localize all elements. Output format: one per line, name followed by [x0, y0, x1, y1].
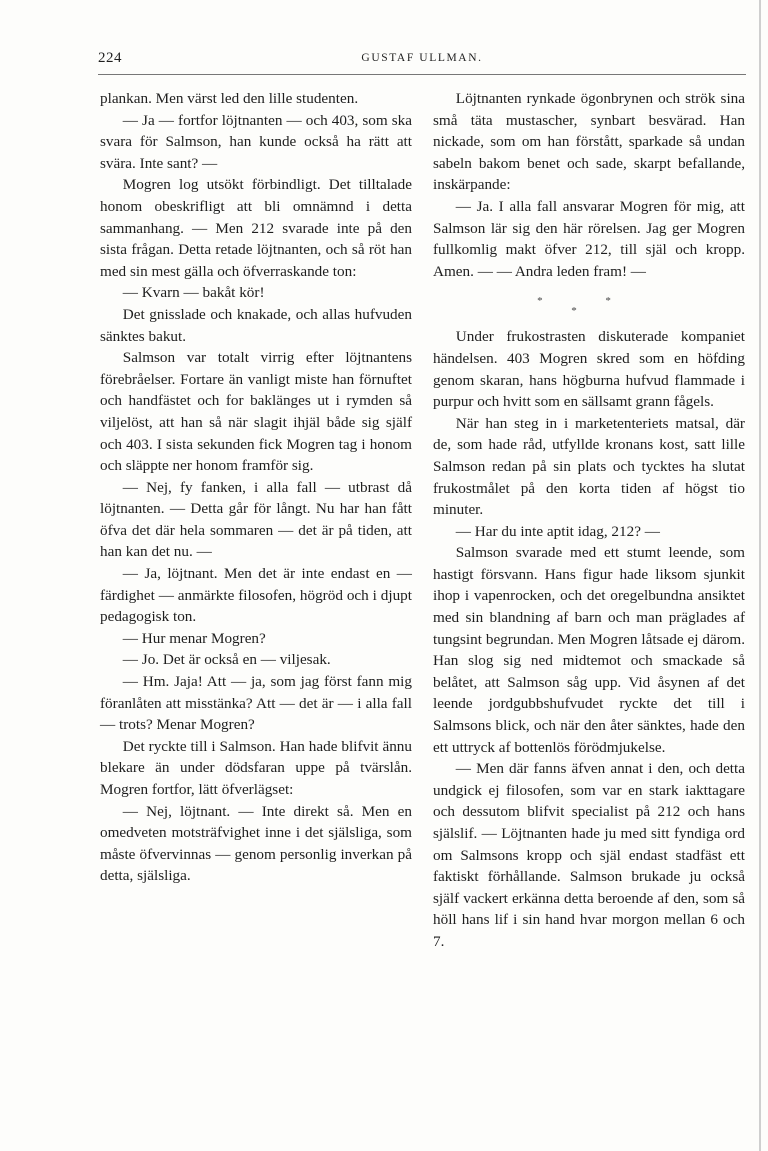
paragraph: — Ja. I alla fall ansvarar Mogren för mig, att Salmson lär sig den här rörelsen. Jag ger Mogren fullkomlig makt öfver 212, till själ och kropp. Amen. — — Andra leden fram! —	[433, 197, 745, 280]
paragraph: Salmson svarade med ett stumt leende, som hastigt försvann. Hans figur hade liksom sjunkit ihop i vapenrocken, och det oregelbundna ansiktet med sin blandning af barn och man präglades af tungsint begrundan. Men Mogren låtsade ej därom. Han slog sig ned midtemot och smackade så belåtet, att Salmson såg upp. Vid åsynen af det leende jordgubbshufvudet ryckte det till i Salmsons blick, och när den åter sänktes, hade den ett uttryck af bottenlös förödmjukelse.	[433, 544, 745, 756]
paragraph: — Hm. Jaja! Att — ja, som jag först fann mig föranlåten att misstänka? Att — det är — i alla fall — trots? Menar Mogren?	[100, 673, 412, 734]
paragraph: plankan. Men värst led den lille studenten.	[100, 90, 359, 107]
paragraph: — Ja, löjtnant. Men det är inte endast en — färdighet — anmärkte filosofen, högröd och i djupt pedagogisk ton.	[100, 565, 412, 626]
right-column	[433, 88, 745, 953]
paragraph: — Nej, fy fanken, i alla fall — utbrast då löjtnanten. — Detta går för långt. Nu har han fått öfva det där hela sommaren — det är på tiden, att han kan det nu. —	[100, 478, 412, 561]
section-break-asterism	[433, 296, 745, 316]
paragraph: — Nej, löjtnant. — Inte direkt så. Men en omedveten motsträfvighet inne i det själsliga, som måste öfvervinnas — genom personlig inverkan på detta, själsliga.	[100, 802, 412, 885]
paragraph: När han steg in i marketenteriets matsal, där de, som hade råd, utfyllde kronans kost, satt lille Salmson redan på sin plats och tycktes ha slutat frukostmålet på den korta tiden af högst tio minuter.	[433, 414, 745, 519]
paragraph: — Jo. Det är också en — viljesak.	[122, 651, 331, 669]
paragraph: Löjtnanten rynkade ögonbrynen och strök sina små täta mustascher, synbart besvärad. Han nickade, som om han förstått, sparkade så undan sabeln bakom benet och sade, skarpt befallande, inskärpande:	[433, 90, 745, 194]
running-title: GUSTAF ULLMAN.	[361, 52, 483, 64]
paragraph: Mogren log utsökt förbindligt. Det tilltalade honom obeskrifligt att bli omnämnd i detta sammanhang. — Men 212 svarade inte på den sista frågan. Detta retade löjtnanten, och så röt han med sin mest gälla och öfverraskande ton:	[100, 176, 412, 280]
page-edge	[759, 0, 761, 1151]
paragraph: Det gnisslade och knakade, och allas hufvuden sänktes bakut.	[100, 305, 412, 345]
paragraph: Det ryckte till i Salmson. Han hade blifvit ännu blekare än under dödsfaran uppe på tvärslån. Mogren fortfor, lätt öfverlägset:	[100, 737, 412, 798]
page-number: 224	[98, 50, 122, 66]
paragraph: — Kvarn — bakåt kör!	[122, 284, 265, 302]
page-header	[98, 50, 746, 74]
asterism-bottom: *	[571, 305, 607, 318]
paragraph: — Ja — fortfor löjtnanten — och 403, som ska svara för Salmson, han kunde också ha rätt att svära. Inte sant? —	[100, 111, 412, 172]
asterism-top: * *	[537, 295, 641, 308]
left-column	[100, 88, 412, 887]
paragraph: Under frukostrasten diskuterade kompaniet händelsen. 403 Mogren skred som en höfding genom skaran, hans högburna hufvud flammade i purpur och hvitt som en sällsamt grann fågels.	[433, 328, 745, 411]
header-rule	[98, 74, 746, 75]
paragraph: Salmson var totalt virrig efter löjtnantens förebråelser. Fortare än vanligt miste han förnuftet och handfästet och for baklänges ut i rymden så viljelöst, att han så när slagit ihjäl både sig själf och 403. I sista sekunden fick Mogren tag i honom och släppte ner honom framför sig.	[100, 349, 412, 475]
paragraph: — Har du inte aptit idag, 212? —	[455, 522, 660, 540]
paragraph: — Men där fanns äfven annat i den, och detta undgick ej filosofen, som var en stark iakttagare och dessutom blifvit specialist på 212 och hans själslif. — Löjtnanten hade ju med sitt fyndiga ord om Salmsons kropp och själ endast stadfäst ett faktiskt förhållande. Salmson brukade ju också själf vackert erkänna detta beroende af den, som så höll hans lif i sin hand hvar morgon mellan 6 och 7.	[433, 760, 745, 950]
paragraph: — Hur menar Mogren?	[122, 629, 266, 647]
